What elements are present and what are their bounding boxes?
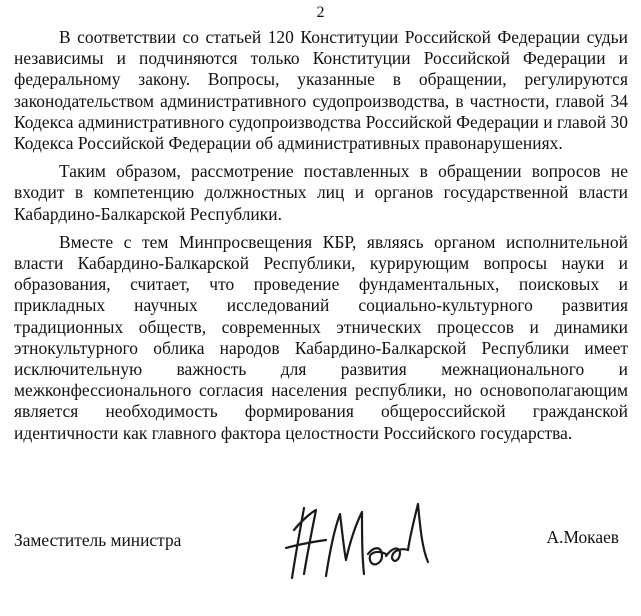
paragraph-constitution: В соответствии со статьей 120 Конституции Российской Федерации судьи независимы и подчиняются только Конституции Российской Федерации и федеральному закону. Вопросы, указанные в обращении, регулируются законодательством административного судопроизводства, в частности, главой 34 Кодекса административного судопроизводства Российской Федерации и главой 30 Кодекса Российской Федерации об административных правонарушениях. <box>14 27 628 154</box>
paragraph-ministry-position: Вместе с тем Минпросвещения КБР, являясь органом исполнительной власти Кабардино-Балкарской Республики, курирующим вопросы науки и образования, считает, что проведение фундаментальных, поисковых и прикладных научных исследований социально-культурного развития традиционных обществ, современных этнических процессов и динамики этнокультурного облика народов Кабардино-Балкарской Республики имеет исключительную важность для развития межнационального и межконфессионального согласия населения республики, но основополагающим является необходимость формирования общероссийской гражданской идентичности как главного фактора целостности Российского государства. <box>14 231 628 443</box>
letter-body <box>14 27 628 451</box>
signatory-name: А.Мокаев <box>546 527 619 547</box>
page-number: 2 <box>316 4 325 21</box>
signatory-title: Заместитель министра <box>14 530 182 550</box>
signature-block <box>0 490 641 616</box>
handwritten-signature <box>282 490 432 590</box>
paragraph-competence: Таким образом, рассмотрение поставленных в обращении вопросов не входит в компетенцию должностных лиц и органов государственной власти Кабардино-Балкарской Республики. <box>14 161 628 224</box>
